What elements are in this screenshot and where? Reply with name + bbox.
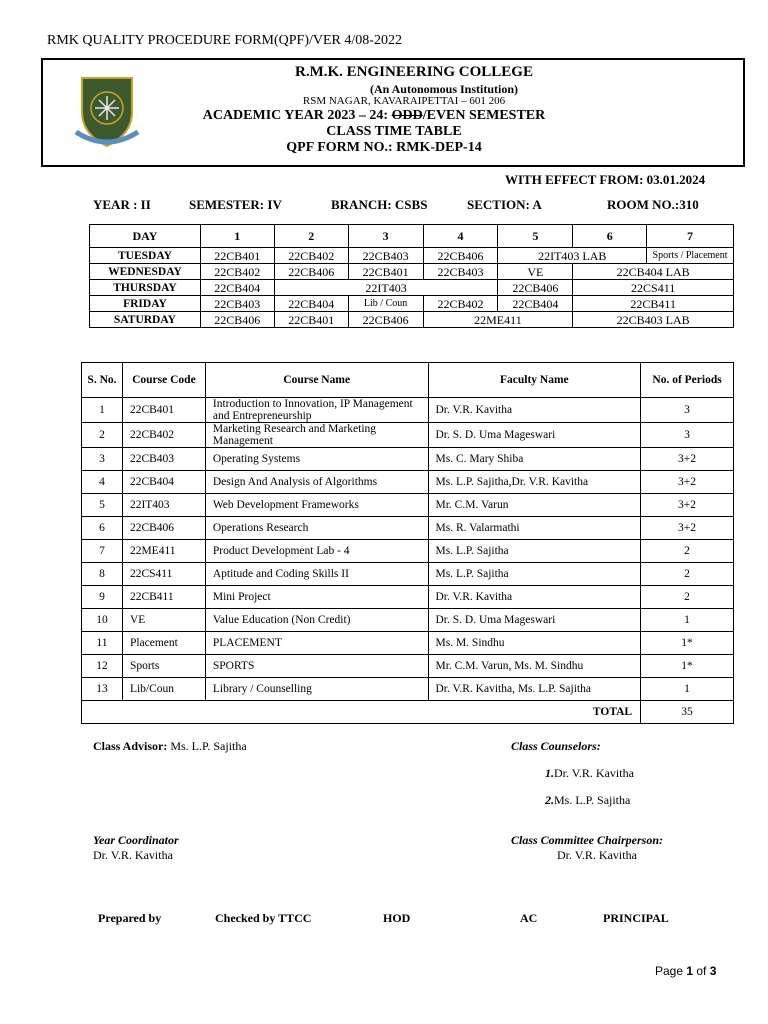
course-faculty: Dr. S. D. Uma Mageswari <box>428 423 641 448</box>
course-row <box>82 563 734 586</box>
period-cell: 22CB401 <box>200 248 274 264</box>
course-name: Introduction to Innovation, IP Management and Entrepreneurship <box>205 398 428 423</box>
timetable-row <box>90 280 734 296</box>
course-code: 22CS411 <box>122 563 205 586</box>
counselor-1-name: Dr. V.R. Kavitha <box>554 766 634 780</box>
course-faculty: Ms. L.P. Sajitha <box>428 563 641 586</box>
timetable-row <box>90 312 734 328</box>
period-cell: 22CB403 LAB <box>573 312 734 328</box>
academic-year-struck: ODD <box>391 108 423 123</box>
period-cell: 22IT403 <box>274 280 498 296</box>
counselor-2-name: Ms. L.P. Sajitha <box>554 793 631 807</box>
course-name: Library / Counselling <box>205 678 428 701</box>
period-cell: VE <box>498 264 573 280</box>
course-periods: 1 <box>641 609 734 632</box>
timetable-header-row <box>90 225 734 248</box>
course-faculty: Ms. M. Sindhu <box>428 632 641 655</box>
course-table <box>81 362 734 724</box>
total-row <box>82 701 734 724</box>
qpf-form-no: QPF FORM NO.: RMK-DEP-14 <box>286 140 482 155</box>
course-sno: 11 <box>82 632 123 655</box>
doc-title: CLASS TIME TABLE <box>326 124 462 139</box>
course-row <box>82 540 734 563</box>
course-code: 22ME411 <box>122 540 205 563</box>
advisor-label: Class Advisor: <box>93 739 168 753</box>
page-current: 1 <box>686 964 694 978</box>
course-periods: 3+2 <box>641 494 734 517</box>
course-sno: 5 <box>82 494 123 517</box>
period-cell: 22CB406 <box>423 248 498 264</box>
course-name: Web Development Frameworks <box>205 494 428 517</box>
course-sno: 1 <box>82 398 123 423</box>
period-cell: 22IT403 LAB <box>498 248 647 264</box>
course-periods: 2 <box>641 586 734 609</box>
course-row <box>82 471 734 494</box>
page-of: of <box>693 964 710 978</box>
course-code: Placement <box>122 632 205 655</box>
course-code: 22CB403 <box>122 448 205 471</box>
course-sno: 13 <box>82 678 123 701</box>
course-faculty: Ms. L.P. Sajitha <box>428 540 641 563</box>
period-cell: 22CB403 <box>348 248 423 264</box>
period-cell: 22CB411 <box>573 296 734 312</box>
period-header: 7 <box>647 225 734 248</box>
period-header: 6 <box>573 225 647 248</box>
code-header: Course Code <box>122 363 205 398</box>
day-cell: FRIDAY <box>90 296 201 312</box>
total-value: 35 <box>641 701 734 724</box>
course-code: Lib/Coun <box>122 678 205 701</box>
period-header: 3 <box>348 225 423 248</box>
course-code: 22CB401 <box>122 398 205 423</box>
course-faculty: Mr. C.M. Varun <box>428 494 641 517</box>
timetable-row <box>90 296 734 312</box>
course-name: Product Development Lab - 4 <box>205 540 428 563</box>
period-cell: 22CB406 <box>200 312 274 328</box>
info-semester: SEMESTER: IV <box>189 197 282 212</box>
course-name: Aptitude and Coding Skills II <box>205 563 428 586</box>
course-name: PLACEMENT <box>205 632 428 655</box>
course-name: Operations Research <box>205 517 428 540</box>
page-number <box>655 964 716 978</box>
course-row <box>82 632 734 655</box>
course-faculty: Dr. S. D. Uma Mageswari <box>428 609 641 632</box>
period-cell: Sports / Placement <box>647 248 734 264</box>
course-faculty: Ms. C. Mary Shiba <box>428 448 641 471</box>
period-cell: 22CB404 <box>200 280 274 296</box>
course-sno: 7 <box>82 540 123 563</box>
period-cell: 22CB401 <box>274 312 348 328</box>
course-code: 22CB406 <box>122 517 205 540</box>
course-periods: 3 <box>641 398 734 423</box>
page-total: 3 <box>709 964 717 978</box>
period-cell: 22CB401 <box>348 264 423 280</box>
timetable-row <box>90 248 734 264</box>
day-cell: WEDNESDAY <box>90 264 201 280</box>
course-sno: 10 <box>82 609 123 632</box>
course-periods: 3+2 <box>641 471 734 494</box>
period-header: 5 <box>498 225 573 248</box>
academic-year-suffix: /EVEN SEMESTER <box>422 108 546 123</box>
ac-sign: AC <box>520 911 538 925</box>
period-cell: 22CB402 <box>200 264 274 280</box>
course-table-header <box>82 363 734 398</box>
course-name: Marketing Research and Marketing Management <box>205 423 428 448</box>
period-cell: 22CS411 <box>573 280 734 296</box>
college-address: RSM NAGAR, KAVARAIPETTAI – 601 206 <box>302 95 506 107</box>
day-cell: THURSDAY <box>90 280 201 296</box>
course-row <box>82 586 734 609</box>
timetable <box>89 224 734 328</box>
period-cell: 22CB403 <box>423 264 498 280</box>
course-row <box>82 398 734 423</box>
info-room: ROOM NO.:310 <box>607 197 699 212</box>
effect-date: WITH EFFECT FROM: 03.01.2024 <box>505 172 706 187</box>
course-faculty: Ms. R. Valarmathi <box>428 517 641 540</box>
chairperson-label: Class Committee Chairperson: <box>511 833 664 847</box>
course-sno: 3 <box>82 448 123 471</box>
form-id: RMK QUALITY PROCEDURE FORM(QPF)/VER 4/08-2022 <box>47 33 402 48</box>
periods-header: No. of Periods <box>641 363 734 398</box>
course-row <box>82 609 734 632</box>
course-row <box>82 423 734 448</box>
course-periods: 2 <box>641 540 734 563</box>
course-sno: 12 <box>82 655 123 678</box>
counselors-label: Class Counselors: <box>511 739 601 753</box>
principal-sign: PRINCIPAL <box>603 911 669 925</box>
day-cell: TUESDAY <box>90 248 201 264</box>
course-periods: 3+2 <box>641 448 734 471</box>
name-header: Course Name <box>205 363 428 398</box>
period-cell: 22CB404 LAB <box>573 264 734 280</box>
course-name: SPORTS <box>205 655 428 678</box>
period-header: 2 <box>274 225 348 248</box>
period-cell: 22CB402 <box>423 296 498 312</box>
course-faculty: Dr. V.R. Kavitha <box>428 586 641 609</box>
course-row <box>82 655 734 678</box>
course-code: 22IT403 <box>122 494 205 517</box>
course-periods: 3 <box>641 423 734 448</box>
autonomous-label: (An Autonomous Institution) <box>369 82 519 96</box>
course-faculty: Dr. V.R. Kavitha, Ms. L.P. Sajitha <box>428 678 641 701</box>
course-row <box>82 448 734 471</box>
period-cell: 22CB406 <box>498 280 573 296</box>
day-header: DAY <box>90 225 201 248</box>
course-row <box>82 517 734 540</box>
course-name: Operating Systems <box>205 448 428 471</box>
counselor-1 <box>545 766 634 781</box>
period-cell: 22CB406 <box>274 264 348 280</box>
prepared-by: Prepared by <box>98 911 162 925</box>
period-cell: 22CB404 <box>274 296 348 312</box>
course-periods: 1* <box>641 632 734 655</box>
advisor-name: Ms. L.P. Sajitha <box>167 739 247 753</box>
timetable-row <box>90 264 734 280</box>
chairperson-name: Dr. V.R. Kavitha <box>557 848 637 862</box>
course-periods: 3+2 <box>641 517 734 540</box>
total-label: TOTAL <box>82 701 641 724</box>
period-cell: 22CB403 <box>200 296 274 312</box>
course-name: Mini Project <box>205 586 428 609</box>
counselor-2-number: 2. <box>545 793 554 807</box>
day-cell: SATURDAY <box>90 312 201 328</box>
checked-by: Checked by TTCC <box>215 911 312 925</box>
course-periods: 2 <box>641 563 734 586</box>
course-faculty: Mr. C.M. Varun, Ms. M. Sindhu <box>428 655 641 678</box>
course-code: Sports <box>122 655 205 678</box>
course-row <box>82 678 734 701</box>
course-row <box>82 494 734 517</box>
course-name: Design And Analysis of Algorithms <box>205 471 428 494</box>
info-branch: BRANCH: CSBS <box>331 197 428 212</box>
academic-year <box>0 108 758 124</box>
course-name: Value Education (Non Credit) <box>205 609 428 632</box>
year-coordinator-name: Dr. V.R. Kavitha <box>93 848 173 862</box>
hod-sign: HOD <box>383 911 411 925</box>
period-cell: 22CB402 <box>274 248 348 264</box>
academic-year-prefix: ACADEMIC YEAR 2023 – 24: <box>202 108 392 123</box>
college-name: R.M.K. ENGINEERING COLLEGE <box>295 64 533 80</box>
course-faculty: Ms. L.P. Sajitha,Dr. V.R. Kavitha <box>428 471 641 494</box>
period-header: 1 <box>200 225 274 248</box>
period-cell: 22CB406 <box>348 312 423 328</box>
course-code: VE <box>122 609 205 632</box>
course-sno: 4 <box>82 471 123 494</box>
year-coordinator-label: Year Coordinator <box>93 833 179 847</box>
period-cell: 22ME411 <box>423 312 573 328</box>
course-sno: 8 <box>82 563 123 586</box>
class-advisor <box>93 739 247 754</box>
faculty-header: Faculty Name <box>428 363 641 398</box>
course-sno: 9 <box>82 586 123 609</box>
course-code: 22CB411 <box>122 586 205 609</box>
info-year: YEAR : II <box>93 197 151 212</box>
counselor-1-number: 1. <box>545 766 554 780</box>
period-cell: 22CB404 <box>498 296 573 312</box>
course-sno: 6 <box>82 517 123 540</box>
info-section: SECTION: A <box>467 197 542 212</box>
course-periods: 1 <box>641 678 734 701</box>
page-label: Page <box>655 964 687 978</box>
counselor-2 <box>545 793 630 808</box>
period-cell: Lib / Coun <box>348 296 423 312</box>
sno-header: S. No. <box>82 363 123 398</box>
course-code: 22CB404 <box>122 471 205 494</box>
course-code: 22CB402 <box>122 423 205 448</box>
course-faculty: Dr. V.R. Kavitha <box>428 398 641 423</box>
course-periods: 1* <box>641 655 734 678</box>
course-sno: 2 <box>82 423 123 448</box>
period-header: 4 <box>423 225 498 248</box>
